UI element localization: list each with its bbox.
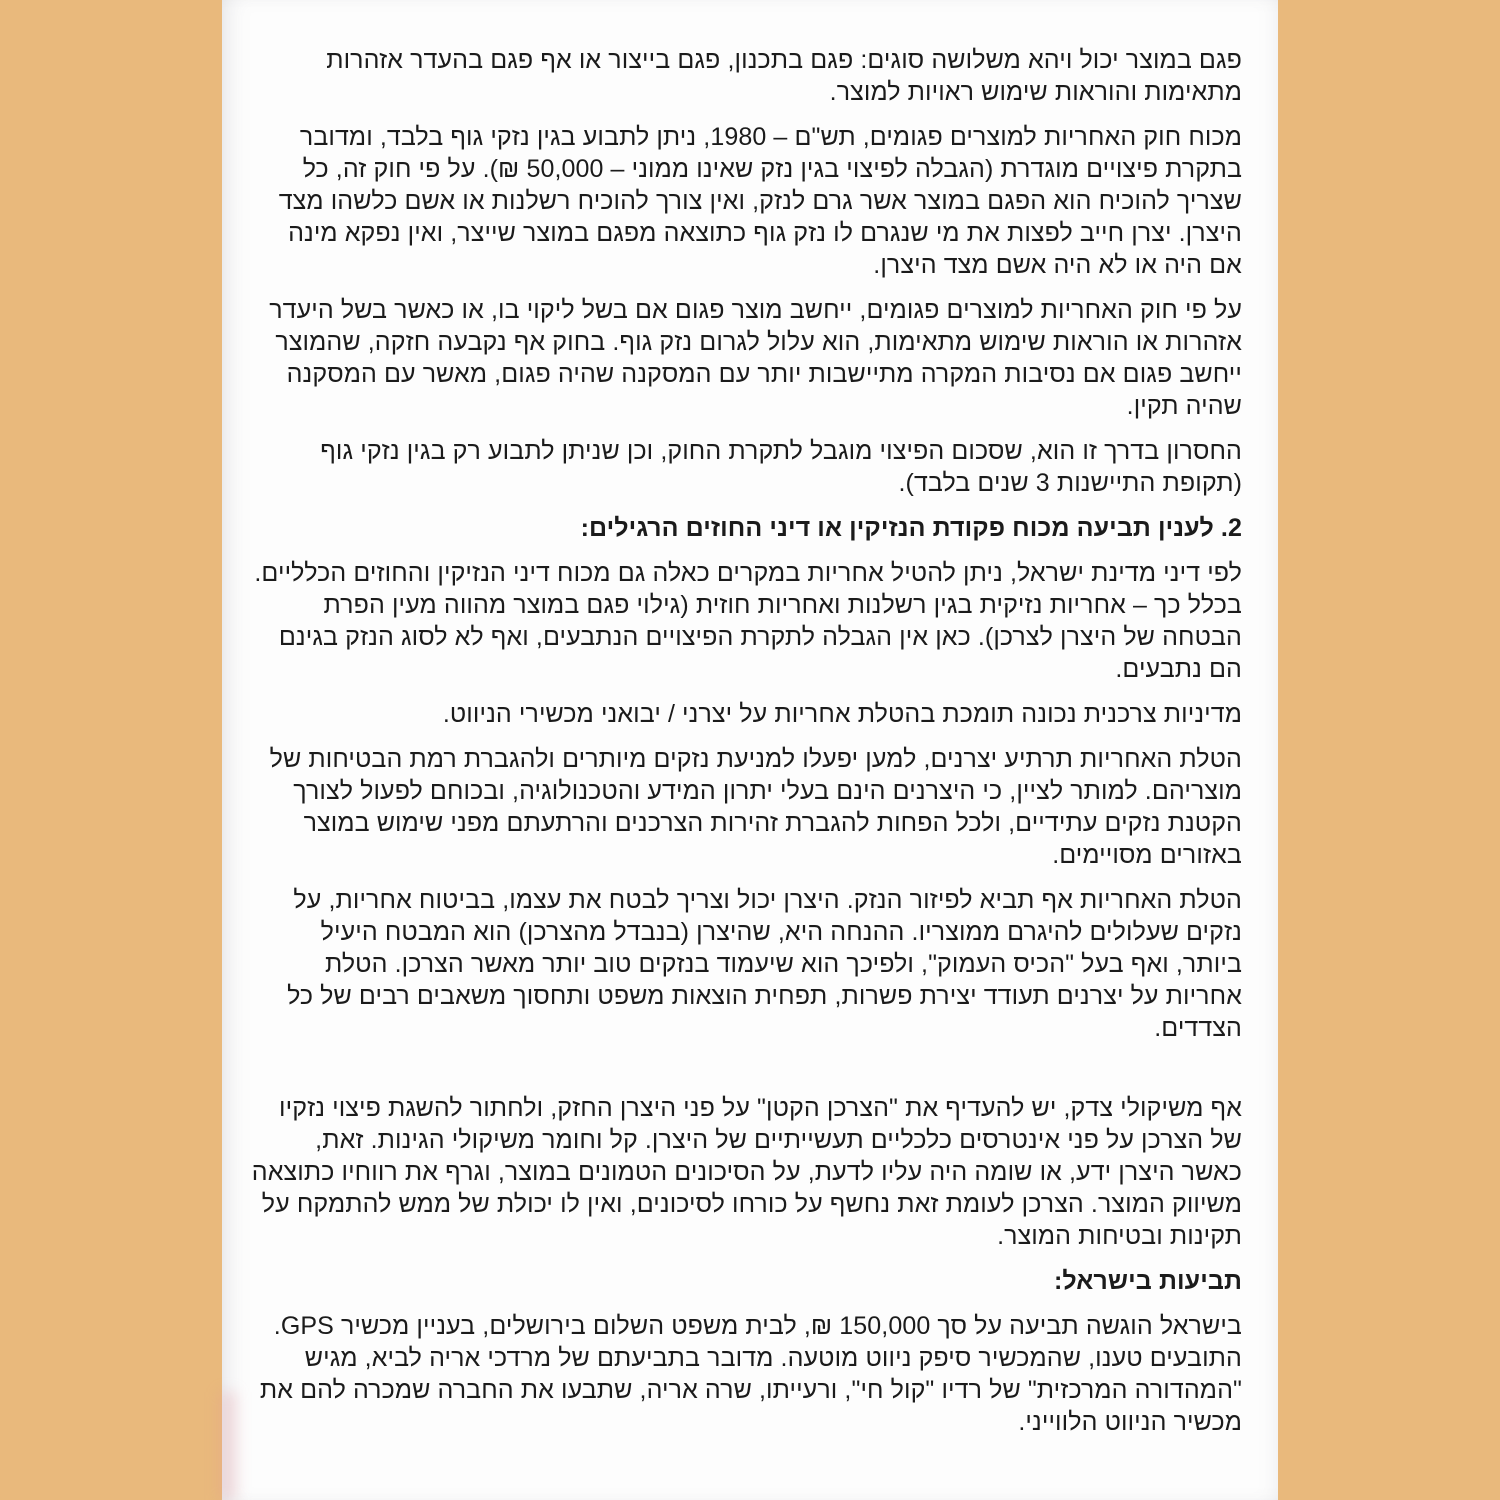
- section-heading: 2. לענין תביעה מכוח פקודת הנזיקין או דיני החוזים הרגילים:: [580, 514, 1242, 542]
- paragraph: מכוח חוק האחריות למוצרים פגומים, תש"ם – 1980, ניתן לתבוע בגין נזקי גוף בלבד, ומדובר בתקרת פיצויים מוגדרת (הגבלה לפיצוי בגין נזק שאינו ממוני – 50,000 ₪). על פי חוק זה, כל שצריך להוכיח הוא הפגם במוצר אשר גרם לנזק, ואין צורך להוכיח רשלנות או אשם כלשהו מצד היצרן. יצרן חייב לפצות את מי שנגרם לו נזק גוף כתוצאה מפגם במוצר שייצר, ואין נפקא מינה אם היה או לא היה אשם מצד היצרן.: [278, 123, 1242, 279]
- paragraph: אף משיקולי צדק, יש להעדיף את "הצרכן הקטן" על פני היצרן החזק, ולחתור להשגת פיצוי נזקיו של הצרכן על פני אינטרסים כלכליים תעשייתיים של היצרן. קל וחומר משיקולי הגינות. זאת, כאשר היצרן ידע, או שומה היה עליו לדעת, על הסיכונים הטמונים במוצר, וגרף את רווחיו כתוצאה משיווק המוצר. הצרכן לעומת זאת נחשף על כורחו לסיכונים, ואין לו יכולת של ממש להתמקח על תקינות ובטיחות המוצר.: [251, 1094, 1242, 1250]
- paragraph: בישראל הוגשה תביעה על סך 150,000 ₪, לבית משפט השלום בירושלים, בעניין מכשיר GPS. התובעים טענו, שהמכשיר סיפק ניווט מוטעה. מדובר בתביעתם של מרדכי אריה לביא, מגיש "המהדורה המרכזית" של רדיו "קול חי", ורעייתו, שרה אריה, שתבעו את החברה שמכרה להם את מכשיר הניווט הלווייני.: [259, 1312, 1242, 1436]
- paragraph: הטלת האחריות תרתיע יצרנים, למען יפעלו למניעת נזקים מיותרים ולהגברת רמת הבטיחות של מוצריהם. למותר לציין, כי היצרנים הינם בעלי יתרון המידע והטכנולוגיה, ובכוחם לפעול לצורך הקטנת נזקים עתידיים, ולכל הפחות להגברת זהירות הצרכנים והרתעתם מפני שימוש במוצר באזורים מסויימים.: [269, 745, 1242, 869]
- section-heading: תביעות בישראל:: [1053, 1267, 1242, 1295]
- paragraph: פגם במוצר יכול ויהא משלושה סוגים: פגם בתכנון, פגם בייצור או אף פגם בהעדר אזהרות מתאימות והוראות שימוש ראויות למוצר.: [326, 46, 1242, 106]
- paragraph: על פי חוק האחריות למוצרים פגומים, ייחשב מוצר פגום אם בשל ליקוי בו, או כאשר בשל היעדר אזהרות או הוראות שימוש מתאימות, הוא עלול לגרום נזק גוף. בחוק אף נקבעה חזקה, שהמוצר ייחשב פגום אם נסיבות המקרה מתיישבות יותר עם המסקנה שהיה פגום, מאשר עם המסקנה שהיה תקין.: [269, 296, 1242, 420]
- scan-artifact: [220, 1392, 236, 1500]
- paragraph: הטלת האחריות אף תביא לפיזור הנזק. היצרן יכול וצריך לבטח את עצמו, בביטוח אחריות, על נזקים שעלולים להיגרם ממוצריו. ההנחה היא, שהיצרן (בנבדל מהצרכן) הוא המבטח היעיל ביותר, ואף בעל "הכיס העמוק", ולפיכך הוא שיעמוד בנזקים טוב יותר מאשר הצרכן. הטלת אחריות על יצרנים תעודד יצירת פשרות, תפחית הוצאות משפט ותחסוך משאבים רבים של כל הצדדים.: [287, 886, 1242, 1042]
- paragraph: לפי דיני מדינת ישראל, ניתן להטיל אחריות במקרים כאלה גם מכוח דיני הנזיקין והחוזים הכלליים. בכלל כך – אחריות נזיקית בגין רשלנות ואחריות חוזית (גילוי פגם במוצר מהווה מעין הפרת הבטחה של היצרן לצרכן). כאן אין הגבלה לתקרת הפיצויים הנתבעים, ואף לא לסוג הנזק בגינם הם נתבעים.: [254, 559, 1242, 683]
- document-text: [250, 44, 1242, 1451]
- document-paper: [222, 0, 1278, 1500]
- paragraph: מדיניות צרכנית נכונה תומכת בהטלת אחריות על יצרני / יבואני מכשירי הניווט.: [442, 700, 1242, 728]
- paragraph: החסרון בדרך זו הוא, שסכום הפיצוי מוגבל לתקרת החוק, וכן שניתן לתבוע רק בגין נזקי גוף (תקופת התיישנות 3 שנים בלבד).: [320, 437, 1242, 497]
